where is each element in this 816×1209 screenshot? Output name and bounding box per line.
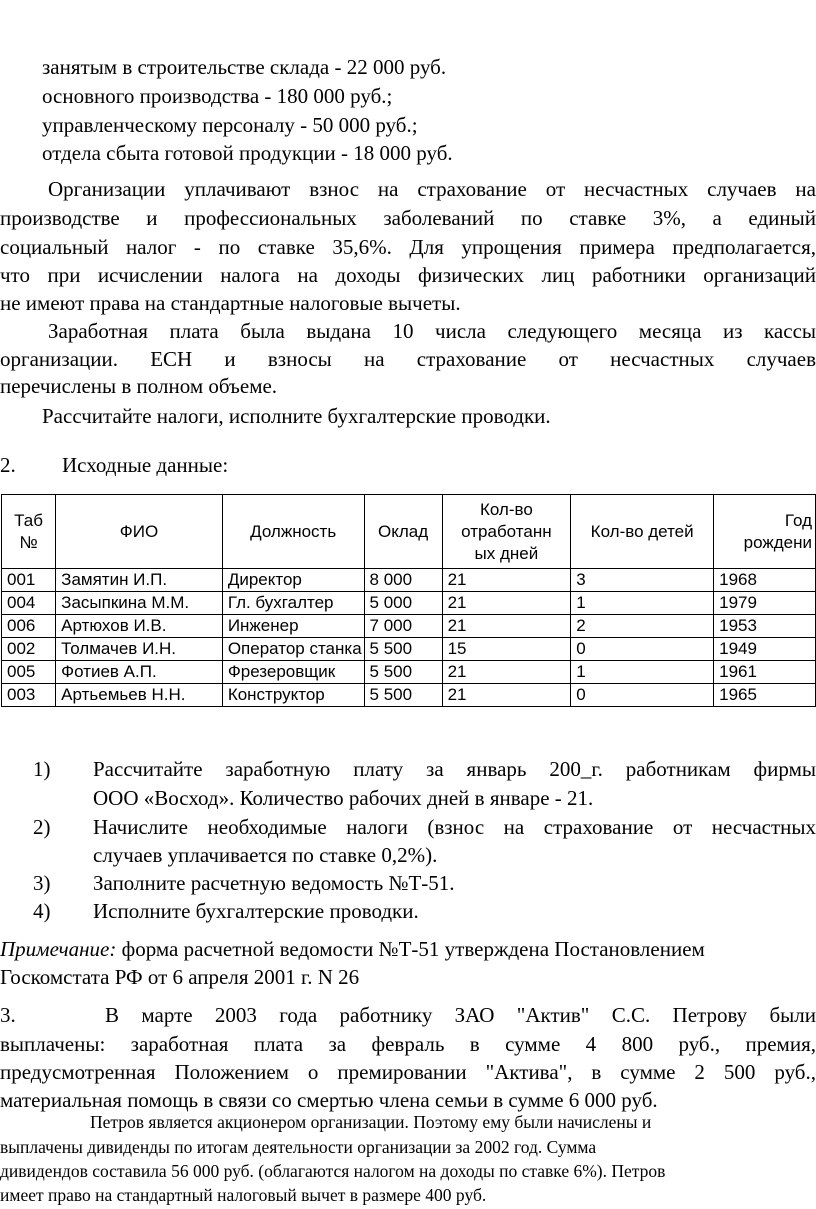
cell-days: 21: [442, 684, 571, 707]
col-header-salary: Оклад: [364, 495, 442, 569]
cell-fio: Засыпкина М.М.: [56, 592, 223, 615]
cell-position: Директор: [222, 569, 364, 592]
cell-year: 1949: [714, 638, 816, 661]
intro-line: отдела сбыта готовой продукции - 18 000 руб.: [42, 141, 453, 165]
task-number: 1): [33, 757, 51, 781]
cell-fio: Фотиев А.П.: [56, 661, 223, 684]
cell-year: 1961: [714, 661, 816, 684]
note-label: Примечание:: [0, 937, 117, 961]
cell-year: 1965: [714, 684, 816, 707]
paragraph-line: Заработная плата была выдана 10 числа следующего месяца из кассы: [48, 319, 816, 343]
cell-salary: 5 500: [364, 684, 442, 707]
table-header-row: [2, 495, 816, 569]
paragraph-line: не имеют права на стандартные налоговые вычеты.: [0, 291, 461, 315]
intro-line: управленческому персоналу - 50 000 руб.;: [42, 113, 418, 137]
note-line: Госкомстата РФ от 6 апреля 2001 г. N 26: [0, 965, 360, 989]
cell-year: 1979: [714, 592, 816, 615]
task-text: Исполните бухгалтерские проводки.: [93, 899, 419, 923]
col-header-tab: Таб №: [2, 495, 56, 569]
cell-position: Оператор станка: [222, 638, 364, 661]
cell-days: 21: [442, 592, 571, 615]
col-header-fio: ФИО: [56, 495, 223, 569]
section3-line: выплачены: заработная плата за февраль в сумме 4 800 руб., премия,: [0, 1032, 816, 1056]
table-row: [2, 684, 816, 707]
cell-children: 0: [571, 638, 714, 661]
cell-days: 21: [442, 569, 571, 592]
cell-fio: Замятин И.П.: [56, 569, 223, 592]
note-text: форма расчетной ведомости №Т-51 утверждена Постановлением: [116, 937, 705, 961]
intro-line: занятым в строительстве склада - 22 000 руб.: [42, 55, 447, 79]
cell-days: 21: [442, 661, 571, 684]
cell-salary: 5 500: [364, 661, 442, 684]
cell-days: 21: [442, 615, 571, 638]
cell-fio: Артюхов И.В.: [56, 615, 223, 638]
section-title: Исходные данные:: [62, 453, 229, 477]
cell-children: 0: [571, 684, 714, 707]
table-row: [2, 592, 816, 615]
section3-line: 3. В марте 2003 года работнику ЗАО "Актив" С.С. Петрову были: [0, 1003, 816, 1027]
cell-children: 3: [571, 569, 714, 592]
section3-line: предусмотренная Положением о премировании "Актива", в сумме 2 500 руб.,: [0, 1060, 816, 1084]
cell-position: Фрезеровщик: [222, 661, 364, 684]
cell-position: Конструктор: [222, 684, 364, 707]
paragraph-line: перечислены в полном объеме.: [0, 374, 278, 398]
cell-tab: 005: [2, 661, 56, 684]
employee-table: [1, 494, 816, 707]
paragraph-line: Организации уплачивают взнос на страхование от несчастных случаев на: [48, 177, 816, 201]
table-row: [2, 661, 816, 684]
small-text-line: выплачены дивиденды по итогам деятельности организации за 2002 год. Сумма: [0, 1137, 597, 1157]
cell-tab: 002: [2, 638, 56, 661]
cell-children: 2: [571, 615, 714, 638]
paragraph-line: социальный налог - по ставке 35,6%. Для упрощения примера предполагается,: [0, 235, 816, 259]
task-text: Заполните расчетную ведомость №Т-51.: [93, 871, 455, 895]
task-number: 2): [33, 815, 51, 839]
task-text: Начислите необходимые налоги (взнос на страхование от несчастных: [93, 815, 816, 839]
cell-year: 1968: [714, 569, 816, 592]
section3-line: материальная помощь в связи со смертью члена семьи в сумме 6 000 руб.: [0, 1088, 658, 1112]
intro-line: основного производства - 180 000 руб.;: [42, 84, 393, 108]
table-row: [2, 569, 816, 592]
cell-fio: Артьемьев Н.Н.: [56, 684, 223, 707]
small-text-line: имеет право на стандартный налоговый вычет в размере 400 руб.: [0, 1185, 487, 1205]
cell-position: Инженер: [222, 615, 364, 638]
task-text: Рассчитайте заработную плату за январь 200_г. работникам фирмы: [93, 757, 816, 781]
paragraph-line: организации. ЕСН и взносы на страхование от несчастных случаев: [0, 347, 816, 371]
small-text-line: Петров является акционером организации. Поэтому ему были начислены и: [90, 1112, 652, 1132]
cell-salary: 7 000: [364, 615, 442, 638]
cell-year: 1953: [714, 615, 816, 638]
col-header-days: Кол-во отработанн ых дней: [442, 495, 571, 569]
col-header-year: Год рождени: [714, 495, 816, 569]
cell-days: 15: [442, 638, 571, 661]
col-header-position: Должность: [222, 495, 364, 569]
cell-tab: 003: [2, 684, 56, 707]
section-number: 2.: [0, 453, 16, 477]
task-text: ООО «Восход». Количество рабочих дней в январе - 21.: [93, 786, 594, 810]
cell-tab: 006: [2, 615, 56, 638]
cell-salary: 8 000: [364, 569, 442, 592]
task-number: 3): [33, 871, 51, 895]
paragraph-line: Рассчитайте налоги, исполните бухгалтерские проводки.: [42, 404, 551, 428]
cell-salary: 5 000: [364, 592, 442, 615]
table-row: [2, 638, 816, 661]
cell-salary: 5 500: [364, 638, 442, 661]
cell-tab: 004: [2, 592, 56, 615]
task-text: случаев уплачивается по ставке 0,2%).: [93, 843, 438, 867]
small-text-line: дивидендов составила 56 000 руб. (облагаются налогом на доходы по ставке 6%). Петров: [0, 1161, 666, 1181]
table-row: [2, 615, 816, 638]
task-number: 4): [33, 899, 51, 923]
cell-position: Гл. бухгалтер: [222, 592, 364, 615]
note-line: [0, 936, 705, 962]
cell-children: 1: [571, 592, 714, 615]
cell-children: 1: [571, 661, 714, 684]
cell-fio: Толмачев И.Н.: [56, 638, 223, 661]
col-header-children: Кол-во детей: [571, 495, 714, 569]
paragraph-line: что при исчислении налога на доходы физических лиц работники организаций: [0, 263, 816, 287]
cell-tab: 001: [2, 569, 56, 592]
paragraph-line: производстве и профессиональных заболеваний по ставке 3%, а единый: [0, 206, 816, 230]
